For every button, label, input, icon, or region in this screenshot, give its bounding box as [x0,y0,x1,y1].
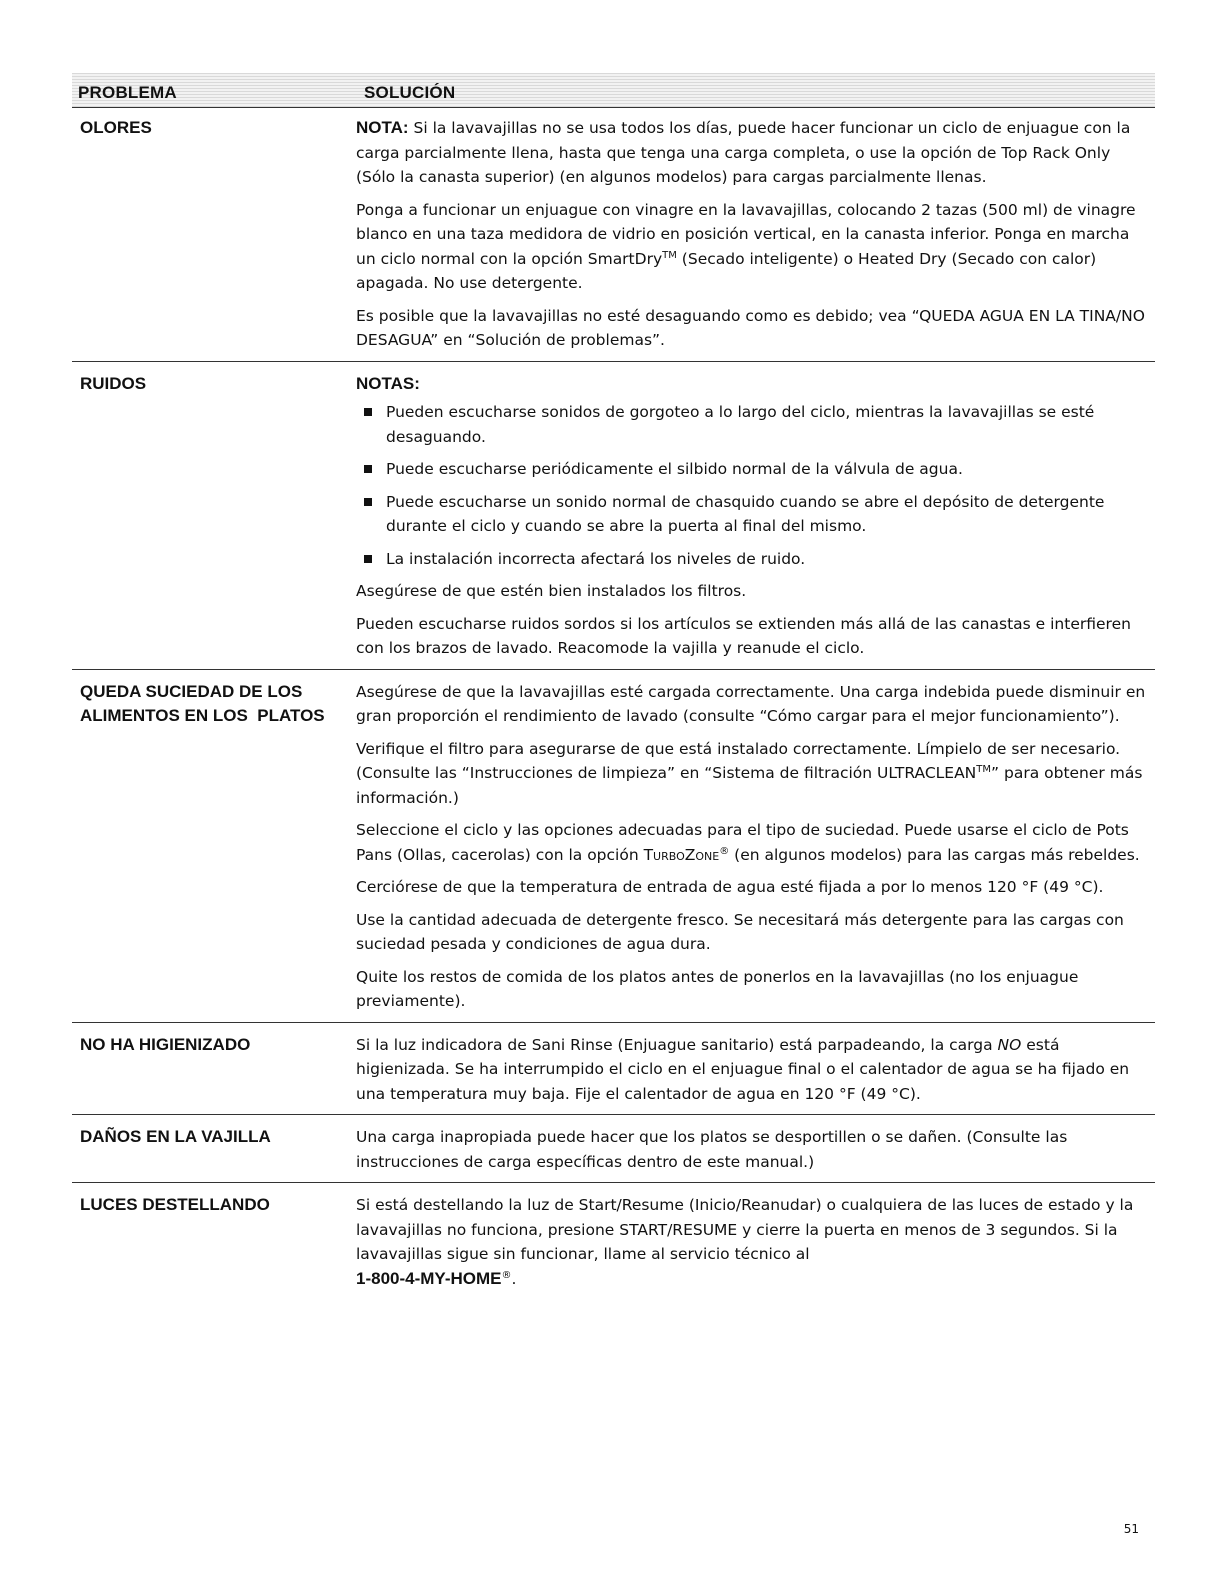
solution-paragraph: Use la cantidad adecuada de detergente fresco. Se necesitará más detergente para las cargas con suciedad pesada y condiciones de agua dura. [356,910,1124,953]
solution-paragraph [356,116,1148,190]
solution-paragraph: Si está destellando la luz de Start/Resume (Inicio/Reanudar) o cualquiera de las luces de estado y la lavavajillas no funciona, presione START/RESUME y cierre la puerta en menos de 3 segundos. Si la lavavajillas sigue sin funcionar, llame al servicio técnico al [356,1196,1134,1263]
header-problem: PROBLEMA [78,83,177,102]
list-item-text: Puede escucharse un sonido normal de chasquido cuando se abre el depósito de detergente durante el ciclo y cuando se abre la puerta al final del mismo. [386,492,1105,535]
trademark-sup: TM [976,763,992,775]
square-bullet-icon [364,498,372,506]
solution-danos [356,1125,1148,1174]
problem-higienizado: NO HA HIGIENIZADO [80,1034,251,1054]
solution-paragraph [356,1033,1148,1107]
solution-paragraph: Cerciórese de que la temperatura de entrada de agua esté fijada a por lo menos 120 °F (49 °C). [356,878,1104,896]
list-item-text: La instalación incorrecta afectará los niveles de ruido. [386,549,806,568]
list-item-text: Pueden escucharse sonidos de gorgoteo a lo largo del ciclo, mientras la lavavajillas se esté desaguando. [386,403,1095,446]
problem-title-line: QUEDA SUCIEDAD DE LOS [80,681,303,701]
solution-paragraph [356,372,1148,397]
square-bullet-icon [364,465,372,473]
paragraph-text: (Secado inteligente) o Heated Dry (Secado con calor) apagada. No use detergente. [356,249,1097,292]
paragraph-text: está higienizada. Se ha interrumpido el ciclo en el enjuague final o el calentador de agua se ha fijado en una temperatura muy baja. Fije el calentador de agua en 120 °F (49 °C). [356,1035,1130,1103]
solution-higienizado [356,1033,1148,1107]
solution-ruidos [356,372,1148,661]
solution-paragraph [356,818,1148,867]
paragraph-text: Verifique el filtro para asegurarse de que está instalado correctamente. Límpielo de ser necesario. (Consulte las “Instrucciones de limpieza” en “Sistema de filtración ULTRACLEAN [356,739,1121,782]
paragraph-text: Ponga a funcionar un enjuague con vinagre en la lavavajillas, colocando 2 tazas (500 ml) de vinagre blanco en una taza medidora de vidrio en posición vertical, en la canasta inferior. Ponga en marcha un ciclo normal con la opción SmartDry [356,200,1136,268]
table-row-higienizado [72,1023,1155,1116]
paragraph-text: Seleccione el ciclo y las opciones adecuadas para el tipo de suciedad. Puede usarse el ciclo de Pots Pans (Ollas, cacerolas) con la opción [356,821,1129,864]
paragraph-text: Si la lavavajillas no se usa todos los días, puede hacer funcionar un ciclo de enjuague con la carga parcialmente llena, hasta que tenga una carga completa, o use la opción de Top Rack Only (Sólo la canasta superior) (en algunos modelos) para cargas parcialmente llenas. [356,119,1131,186]
solution-paragraph: Una carga inapropiada puede hacer que los platos se desportillen o se dañen. (Consulte las instrucciones de carga específicas dentro de este manual.) [356,1128,1068,1171]
note-label: NOTA: [356,118,409,137]
brand-name: TurboZone [643,845,720,864]
solution-paragraph [356,198,1148,296]
problem-suciedad [72,680,356,1014]
list-item [356,400,1148,449]
table-row-suciedad [72,670,1155,1023]
square-bullet-icon [364,555,372,563]
list-item [356,547,1148,572]
problem-ruidos: RUIDOS [80,373,147,393]
table-header [72,73,1155,108]
table-row-olores [72,108,1155,362]
table-row-ruidos [72,362,1155,670]
list-item [356,490,1148,539]
trademark-sup: TM [662,249,677,261]
troubleshooting-table [72,73,1155,1299]
solution-suciedad [356,680,1148,1014]
table-row-luces [72,1183,1155,1299]
solution-paragraph: Pueden escucharse ruidos sordos si los artículos se extienden más allá de las canastas e interfieren con los brazos de lavado. Reacomode la vajilla y reanude el ciclo. [356,614,1131,657]
list-item-text: Puede escucharse periódicamente el silbido normal de la válvula de agua. [386,460,963,478]
solution-paragraph: Quite los restos de comida de los platos antes de ponerlos en la lavavajillas (no los enjuague previamente). [356,967,1079,1010]
solution-paragraph: Es posible que la lavavajillas no esté desaguando como es debido; vea “QUEDA AGUA EN LA TINA/NO DESAGUA” en “Solución de problemas”. [356,306,1145,349]
solution-paragraph: Asegúrese de que la lavavajillas esté cargada correctamente. Una carga indebida puede disminuir en gran proporción el rendimiento de lavado (consulte “Cómo cargar para el mejor funcionamiento”). [356,682,1146,725]
page-number: 51 [1123,1522,1139,1536]
solution-olores [356,116,1148,353]
phone-number: 1-800-4-MY-HOME [356,1268,502,1288]
paragraph-text: Si la luz indicadora de Sani Rinse (Enjuague sanitario) está parpadeando, la carga [356,1035,998,1054]
problem-olores: OLORES [80,118,152,137]
square-bullet-icon [364,408,372,416]
paragraph-text: ” para obtener más información.) [356,764,1143,807]
header-solution: SOLUCIÓN [364,83,456,102]
emphasis-text: NO [997,1035,1022,1054]
note-label: NOTAS: [356,373,420,393]
solution-paragraph: Asegúrese de que estén bien instalados los filtros. [356,582,747,600]
solution-paragraph [356,737,1148,811]
paragraph-text: (en algunos modelos) para las cargas más rebeldes. [729,845,1140,864]
phone-end: . [511,1269,517,1288]
registered-sup: ® [719,845,730,857]
bullet-list [356,400,1148,571]
registered-sup: ® [501,1269,512,1281]
solution-luces [356,1193,1148,1291]
problem-title-line: ALIMENTOS EN LOS PLATOS [80,705,325,725]
table-row-danos [72,1115,1155,1183]
problem-luces: LUCES DESTELLANDO [80,1195,270,1214]
phone-line [356,1267,1148,1292]
problem-danos: DAÑOS EN LA VAJILLA [80,1127,271,1146]
list-item [356,457,1148,482]
